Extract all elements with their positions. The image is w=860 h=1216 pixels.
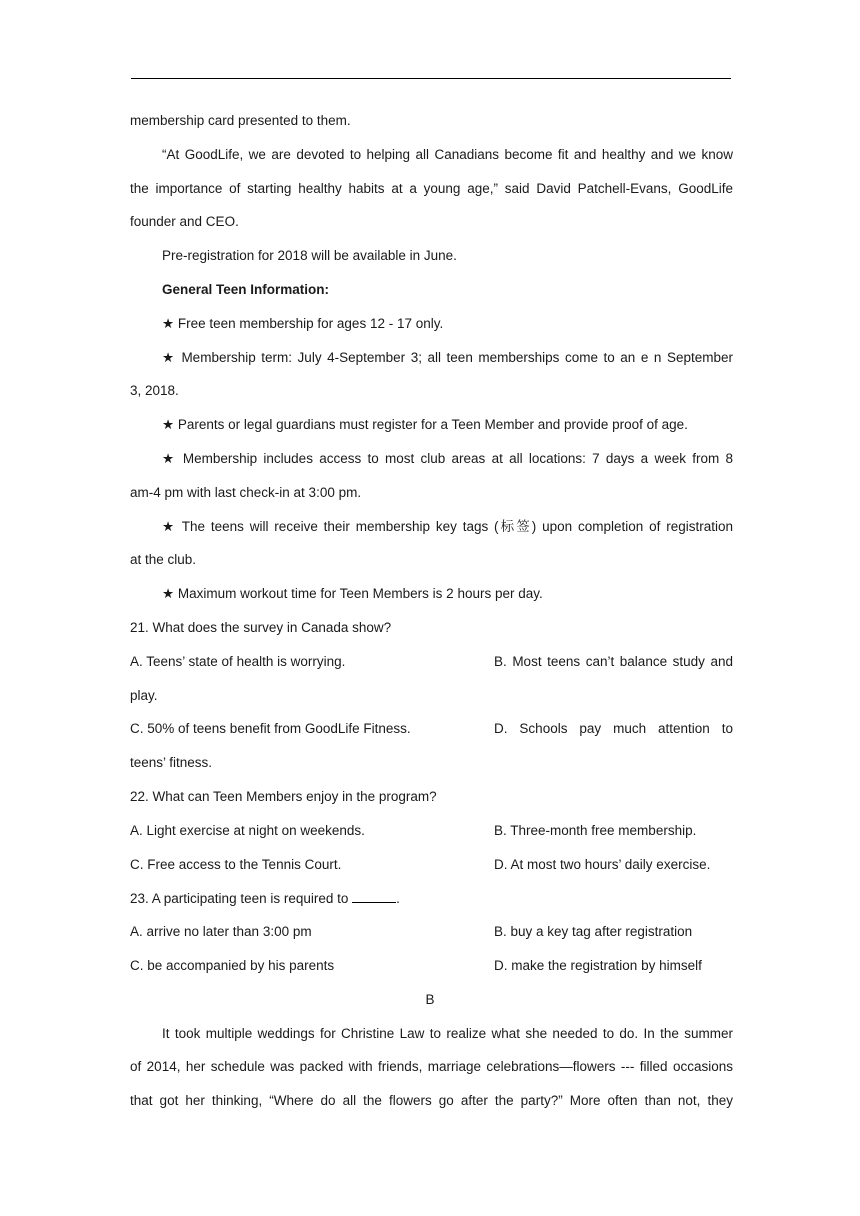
section-label: B	[425, 992, 435, 1007]
option-22b: B. Three-month free membership.	[494, 823, 697, 838]
bullet-item: ★ Membership includes access to most club areas at all locations: 7 days a week from 8	[162, 451, 733, 466]
bullet-item: ★ Free teen membership for ages 12 - 17 only.	[162, 316, 444, 331]
option-21d-cont: teens’ fitness.	[130, 755, 213, 770]
bullet-item: ★ Maximum workout time for Teen Members is 2 hours per day.	[162, 586, 543, 601]
question-23-text: 23. A participating teen is required to	[130, 891, 349, 906]
bullet-item: ★ Parents or legal guardians must register for a Teen Member and provide proof of age.	[162, 417, 688, 432]
passage-line: the importance of starting healthy habits at a young age,” said David Patchell-Evans, GoodLife	[130, 181, 733, 196]
passage-line: of 2014, her schedule was packed with friends, marriage celebrations—flowers --- filled occasions	[130, 1059, 733, 1074]
answer-blank	[352, 888, 396, 903]
option-22d: D. At most two hours’ daily exercise.	[494, 857, 711, 872]
option-23b: B. buy a key tag after registration	[494, 924, 693, 939]
option-23c: C. be accompanied by his parents	[130, 958, 335, 973]
bullet-item: ★ The teens will receive their membership key tags (标签) upon completion of registration	[162, 519, 733, 534]
header-rule	[131, 78, 731, 79]
passage-line: membership card presented to them.	[130, 113, 351, 128]
bullet-item: ★ Membership term: July 4-September 3; all teen memberships come to an e n September	[162, 350, 733, 365]
bullet-item-cont: at the club.	[130, 552, 197, 567]
question-23-end: .	[396, 891, 400, 906]
section-heading: General Teen Information:	[162, 282, 330, 297]
option-21d: D. Schools pay much attention to	[494, 721, 733, 736]
option-21b-cont: play.	[130, 688, 158, 703]
option-23a: A. arrive no later than 3:00 pm	[130, 924, 312, 939]
bullet-item-cont: am-4 pm with last check-in at 3:00 pm.	[130, 485, 362, 500]
option-23d: D. make the registration by himself	[494, 958, 702, 973]
question-23	[130, 888, 733, 909]
question-21: 21. What does the survey in Canada show?	[130, 620, 392, 635]
option-21b: B. Most teens can’t balance study and	[494, 654, 733, 669]
bullet-item-cont: 3, 2018.	[130, 383, 179, 398]
passage-line: “At GoodLife, we are devoted to helping all Canadians become fit and healthy and we know	[162, 147, 733, 162]
passage-line: Pre-registration for 2018 will be available in June.	[162, 248, 457, 263]
option-22a: A. Light exercise at night on weekends.	[130, 823, 365, 838]
option-21a: A. Teens’ state of health is worrying.	[130, 654, 346, 669]
option-22c: C. Free access to the Tennis Court.	[130, 857, 342, 872]
passage-line: that got her thinking, “Where do all the flowers go after the party?” More often than not, they	[130, 1093, 733, 1108]
passage-line: It took multiple weddings for Christine Law to realize what she needed to do. In the summer	[162, 1026, 733, 1041]
passage-line: founder and CEO.	[130, 214, 239, 229]
option-21c: C. 50% of teens benefit from GoodLife Fitness.	[130, 721, 411, 736]
question-22: 22. What can Teen Members enjoy in the program?	[130, 789, 437, 804]
